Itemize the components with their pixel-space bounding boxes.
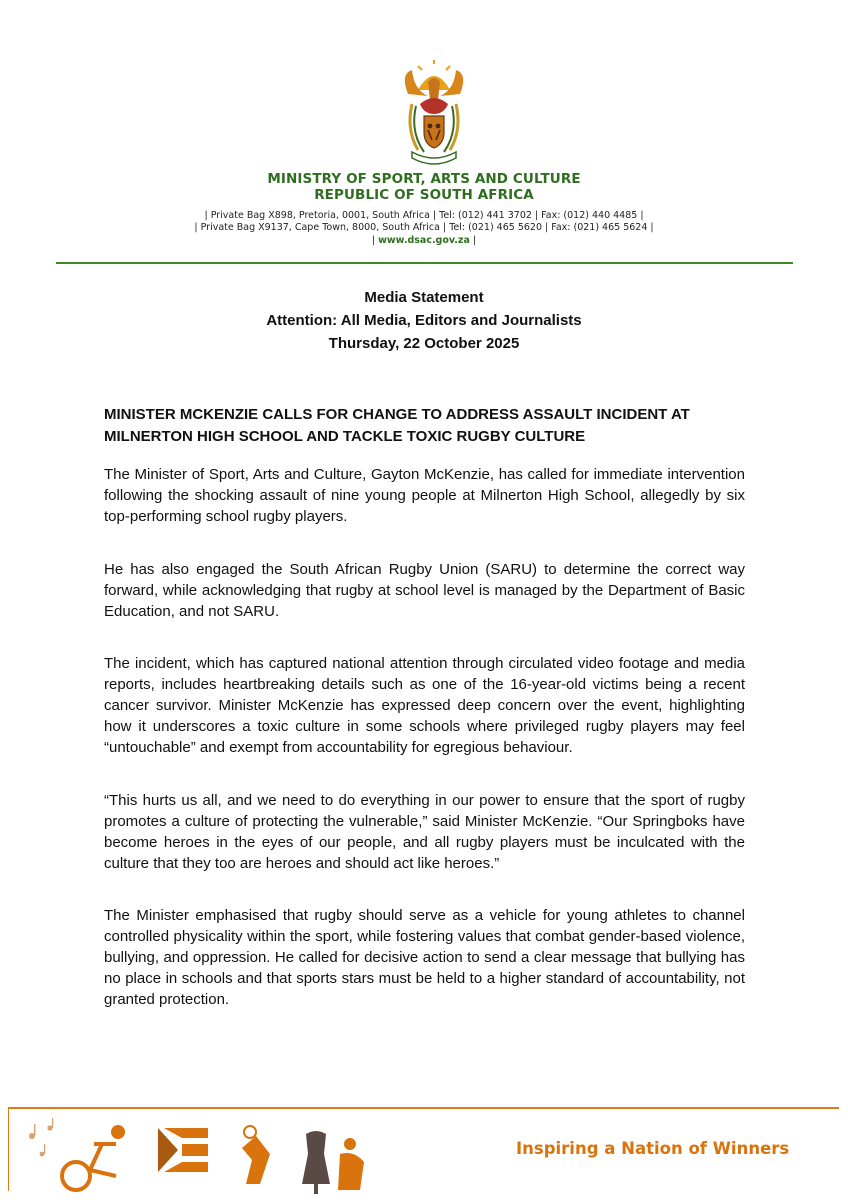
- wheelchair-athlete-icon: [62, 1144, 116, 1190]
- south-african-flag-icon: [158, 1128, 208, 1172]
- footer-artwork: [20, 1114, 440, 1196]
- website-prefix: |: [371, 235, 379, 246]
- article-paragraph: The incident, which has captured national attention through circulated video footage and media reports, includes heartbreaking details such as one of the 16-year-old victims being a recent cancer survivor. Minister McKenzie has expressed deep concern over the event, highlighting how it underscores a toxic culture in some schools where privileged rugby players may feel “untouchable” and exempt from accountability for egregious behaviour.: [104, 655, 745, 756]
- website-link[interactable]: www.dsac.gov.za: [378, 235, 470, 246]
- pretoria-address: | Private Bag X898, Pretoria, 0001, South Africa | Tel: (012) 441 3702 | Fax: (012) 440 4485 |: [204, 210, 644, 221]
- statement-date: Thursday, 22 October 2025: [328, 335, 520, 352]
- statement-attention: Attention: All Media, Editors and Journalists: [266, 312, 582, 329]
- tennis-player-icon: [242, 1126, 270, 1184]
- republic-name: REPUBLIC OF SOUTH AFRICA: [314, 187, 534, 203]
- article-title: MINISTER MCKENZIE CALLS FOR CHANGE TO ADDRESS ASSAULT INCIDENT AT MILNERTON HIGH SCHOOL AND TACKLE TOXIC RUGBY CULTURE: [104, 406, 690, 445]
- dress-mannequin-icon: [302, 1131, 330, 1194]
- statement-type: Media Statement: [364, 289, 484, 306]
- website-suffix: |: [469, 235, 477, 246]
- coat-of-arms-logo: [398, 60, 470, 168]
- ministry-name: MINISTRY OF SPORT, ARTS AND CULTURE: [267, 171, 581, 187]
- header-divider: [56, 262, 793, 264]
- sculptor-icon: [338, 1138, 364, 1190]
- article-paragraph: “This hurts us all, and we need to do everything in our power to ensure that the sport of rugby promotes a culture of protecting the vulnerable,” said Minister McKenzie. “Our Springboks have become heroes in the eyes of our people, and all rugby players must be inculcated with the culture that they too are heroes and should act like heroes.”: [104, 792, 745, 872]
- article-paragraph: He has also engaged the South African Rugby Union (SARU) to determine the correct way forward, while acknowledging that rugby at school level is managed by the Department of Basic Education, and not SARU.: [104, 561, 745, 620]
- website-line: [0, 235, 848, 246]
- article-paragraph: The Minister of Sport, Arts and Culture, Gayton McKenzie, has called for immediate intervention following the shocking assault of nine young people at Milnerton High School, allegedly by six top-performing school rugby players.: [104, 466, 745, 525]
- footer-slogan: Inspiring a Nation of Winners: [516, 1139, 790, 1158]
- music-notes-icon: [29, 1118, 53, 1156]
- article-paragraph: The Minister emphasised that rugby should serve as a vehicle for young athletes to channel controlled physicality within the sport, while fostering values that combat gender-based violence, bullying, and oppression. He called for decisive action to send a clear message that bullying has no place in schools and that sports stars must be held to a higher standard of accountability, not granted protection.: [104, 907, 745, 1008]
- cape-town-address: | Private Bag X9137, Cape Town, 8000, South Africa | Tel: (021) 465 5620 | Fax: (021) 465 5624 |: [194, 222, 654, 233]
